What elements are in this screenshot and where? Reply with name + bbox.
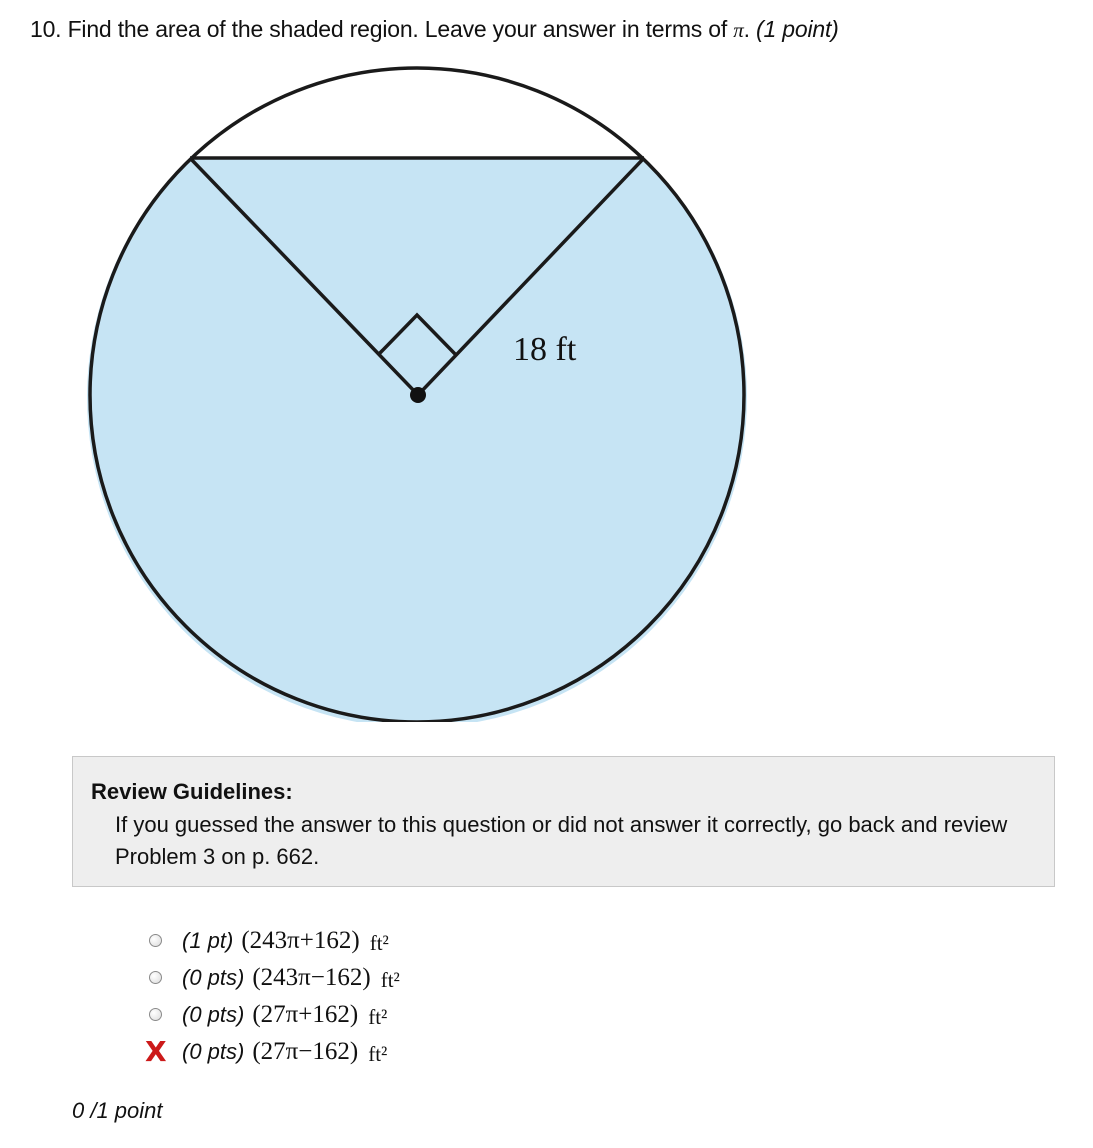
option-unit: ft² [380, 968, 400, 992]
question-points: (1 point) [756, 16, 839, 42]
option-unit: ft² [369, 931, 389, 955]
circle-figure [80, 62, 760, 722]
option-expression: (243π+162) [241, 926, 360, 954]
radio-button-icon[interactable] [149, 971, 162, 984]
option-points: (0 pts) [182, 1038, 245, 1064]
pi-symbol: π [733, 18, 744, 42]
radio-button-icon[interactable] [149, 1008, 162, 1021]
radio-button-icon[interactable] [149, 934, 162, 947]
side-length-label: 18 ft [513, 331, 577, 368]
review-text: If you guessed the answer to this question or did not answer it correctly, go back and review Problem 3 on p. 662. [115, 812, 1008, 869]
center-point [410, 387, 426, 403]
option-unit: ft² [368, 1005, 388, 1029]
question-period: . [743, 16, 750, 42]
wrong-answer-x-icon: X [145, 1034, 167, 1068]
question-prompt [30, 16, 839, 43]
option-points: (0 pts) [182, 964, 245, 990]
option-unit: ft² [368, 1042, 388, 1066]
question-text: Find the area of the shaded region. Leave your answer in terms of [67, 16, 728, 42]
review-title: Review Guidelines: [91, 779, 293, 804]
answer-option-selected-wrong[interactable] [145, 1033, 400, 1070]
answer-options [145, 922, 400, 1070]
answer-option[interactable] [145, 996, 400, 1033]
question-number: 10. [30, 16, 62, 42]
review-guidelines-box [72, 756, 1055, 887]
option-points: (0 pts) [182, 1001, 245, 1027]
answer-option[interactable] [145, 959, 400, 996]
option-expression: (243π−162) [252, 963, 371, 991]
answer-option[interactable] [145, 922, 400, 959]
option-expression: (27π+162) [252, 1000, 359, 1028]
option-points: (1 pt) [182, 927, 234, 953]
score-text: 0 /1 point [72, 1098, 163, 1123]
option-expression: (27π−162) [252, 1037, 359, 1065]
shaded-region [87, 158, 747, 722]
